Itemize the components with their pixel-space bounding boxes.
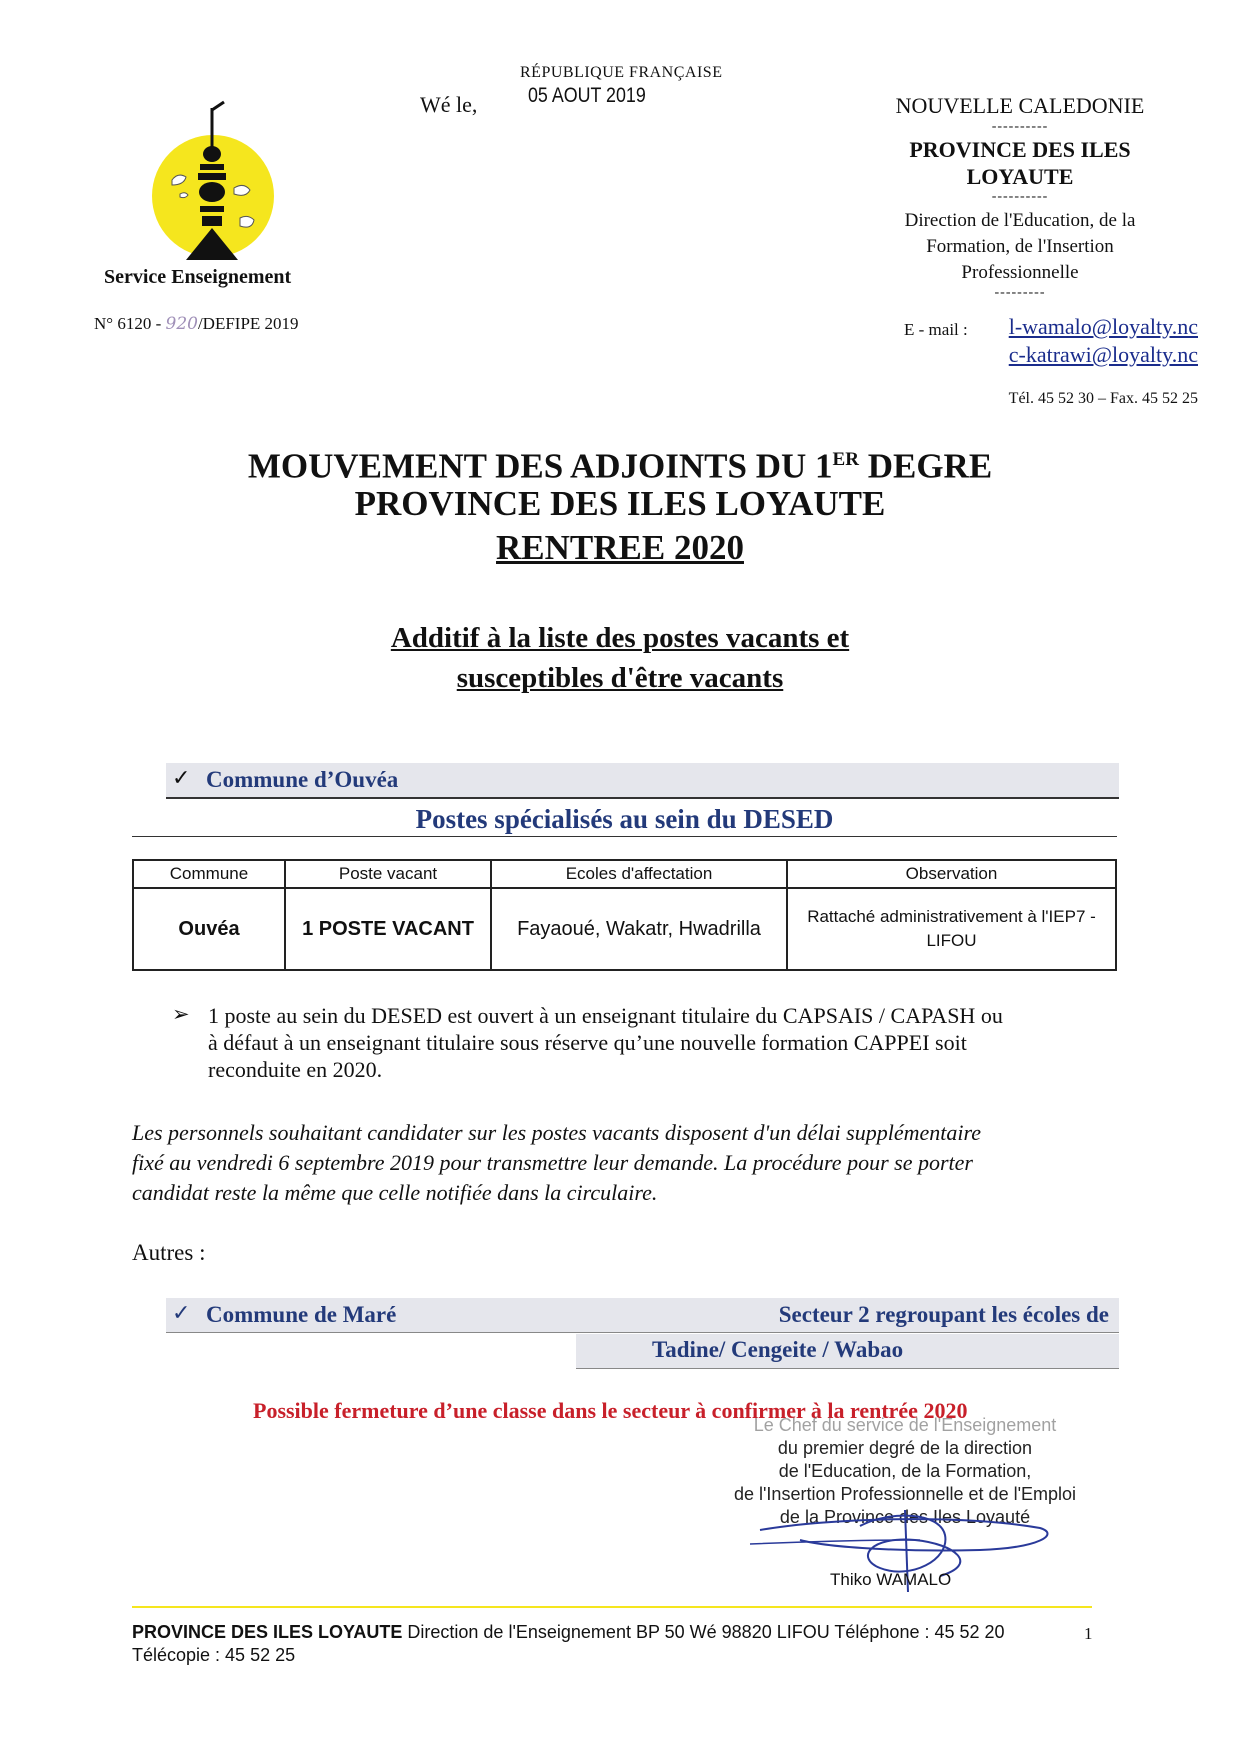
province-name-line1: PROVINCE DES ILES xyxy=(909,137,1131,162)
title-line1-a: MOUVEMENT DES ADJOINTS DU 1 xyxy=(247,446,833,486)
signatory-name: Thiko WAMALO xyxy=(830,1570,952,1589)
footer-line1 xyxy=(132,1622,1005,1643)
phone-fax: Tél. 45 52 30 – Fax. 45 52 25 xyxy=(1008,390,1198,407)
reference-number xyxy=(94,314,299,334)
email-link-1[interactable]: l-wamalo@loyalty.nc xyxy=(1008,314,1198,339)
secteur-band xyxy=(576,1334,1119,1369)
country-name: NOUVELLE CALEDONIE xyxy=(895,93,1145,118)
bullet-paragraph xyxy=(208,1002,1003,1083)
province-logo xyxy=(140,88,290,260)
cell-poste: 1 POSTE VACANT xyxy=(285,888,491,970)
observation-line2: LIFOU xyxy=(926,931,977,950)
email-link-2[interactable]: c-katrawi@loyalty.nc xyxy=(1008,342,1198,367)
bullet-line3: reconduite en 2020. xyxy=(208,1057,383,1082)
subtitle-text-2: susceptibles d'être vacants xyxy=(456,662,784,694)
page-number: 1 xyxy=(1084,1624,1093,1643)
separator: ---------- xyxy=(991,189,1049,204)
date-stamp-header: RÉPUBLIQUE FRANÇAISE xyxy=(520,64,723,81)
email-label: E - mail : xyxy=(904,320,968,339)
col-header-poste: Poste vacant xyxy=(285,860,491,888)
province-name-line2: LOYAUTE xyxy=(966,164,1074,189)
cell-commune: Ouvéa xyxy=(133,888,285,970)
col-header-ecoles: Ecoles d'affectation xyxy=(491,860,787,888)
signature-line2: du premier degré de la direction xyxy=(777,1438,1033,1458)
separator: ---------- xyxy=(991,119,1049,134)
separator: --------- xyxy=(994,285,1046,300)
signature-line3: de l'Education, de la Formation, xyxy=(778,1461,1032,1481)
subtitle-line1 xyxy=(0,618,1240,658)
logo-emblem-icon xyxy=(140,88,290,260)
bullet-line1: 1 poste au sein du DESED est ouvert à un enseignant titulaire du CAPSAIS / CAPASH ou xyxy=(208,1003,1003,1028)
reference-prefix: N° 6120 - xyxy=(94,314,162,333)
notice-line3: candidat reste la même que celle notifiée dans la circulaire. xyxy=(132,1180,658,1205)
subtitle-line2 xyxy=(0,658,1240,698)
direction-line2: Formation, de l'Insertion xyxy=(926,236,1114,257)
subtitle-text-1: Additif à la liste des postes vacants et xyxy=(390,622,850,654)
check-icon: ✓ xyxy=(172,765,191,790)
direction-line1: Direction de l'Education, de la xyxy=(904,210,1136,231)
title-line1-sup: ER xyxy=(832,449,859,470)
right-header xyxy=(870,92,1170,300)
mare-commune-label: Commune de Maré xyxy=(206,1302,397,1327)
footer-address: Direction de l'Enseignement BP 50 Wé 98820 LIFOU Téléphone : 45 52 20 xyxy=(402,1622,1005,1642)
col-header-commune: Commune xyxy=(133,860,285,888)
mare-commune-band xyxy=(166,1298,1119,1333)
table-row xyxy=(133,888,1116,970)
signature-line5: de la Province des Iles Loyauté xyxy=(779,1507,1031,1527)
table-header-row xyxy=(133,860,1116,888)
footer-org: PROVINCE DES ILES LOYAUTE xyxy=(132,1622,403,1642)
place-label: Wé le, xyxy=(420,92,478,117)
direction-line3: Professionnelle xyxy=(961,262,1079,283)
title-line3 xyxy=(0,526,1240,570)
service-name: Service Enseignement xyxy=(104,266,292,288)
reference-suffix: /DEFIPE 2019 xyxy=(197,314,299,333)
vacancies-table xyxy=(132,859,1117,971)
title-line2: PROVINCE DES ILES LOYAUTE xyxy=(354,484,886,523)
reference-handwritten: 920 xyxy=(165,314,198,334)
date-stamp: 05 AOUT 2019 xyxy=(528,84,646,107)
check-icon: ✓ xyxy=(172,1300,191,1325)
footer-divider xyxy=(132,1606,1092,1608)
secteur-line2: Tadine/ Cengeite / Wabao xyxy=(652,1337,904,1362)
cell-ecoles: Fayaoué, Wakatr, Hwadrilla xyxy=(491,888,787,970)
footer-fax: Télécopie : 45 52 25 xyxy=(132,1645,296,1665)
signature-line1: Le Chef du service de l'Enseignement xyxy=(753,1415,1057,1435)
title-rentree: RENTREE 2020 xyxy=(496,528,744,567)
bullet-line2: à défaut à un enseignant titulaire sous réserve qu’une nouvelle formation CAPPEI soit xyxy=(208,1030,967,1055)
bullet-marker: ➢ xyxy=(172,1002,190,1026)
desed-heading: Postes spécialisés au sein du DESED xyxy=(132,802,1117,837)
ouvea-commune-band xyxy=(166,763,1119,799)
observation-line1: Rattaché administrativement à l'IEP7 - xyxy=(807,907,1096,926)
notice-line1: Les personnels souhaitant candidater sur les postes vacants disposent d'un délai supplémentaire xyxy=(132,1120,981,1145)
col-header-observation: Observation xyxy=(787,860,1116,888)
signature-line4: de l'Insertion Professionnelle et de l'Emploi xyxy=(733,1484,1077,1504)
ouvea-commune-label: Commune d’Ouvéa xyxy=(206,767,399,792)
closure-warning: Possible fermeture d’une classe dans le secteur à confirmer à la rentrée 2020 xyxy=(253,1398,968,1423)
notice-paragraph xyxy=(132,1118,981,1208)
secteur-line1: Secteur 2 regroupant les écoles de xyxy=(778,1302,1109,1327)
cell-observation xyxy=(787,888,1116,970)
notice-line2: fixé au vendredi 6 septembre 2019 pour transmettre leur demande. La procédure pour se porter xyxy=(132,1150,973,1175)
title-line1-b: DEGRE xyxy=(858,446,993,486)
autres-label: Autres : xyxy=(132,1240,206,1265)
